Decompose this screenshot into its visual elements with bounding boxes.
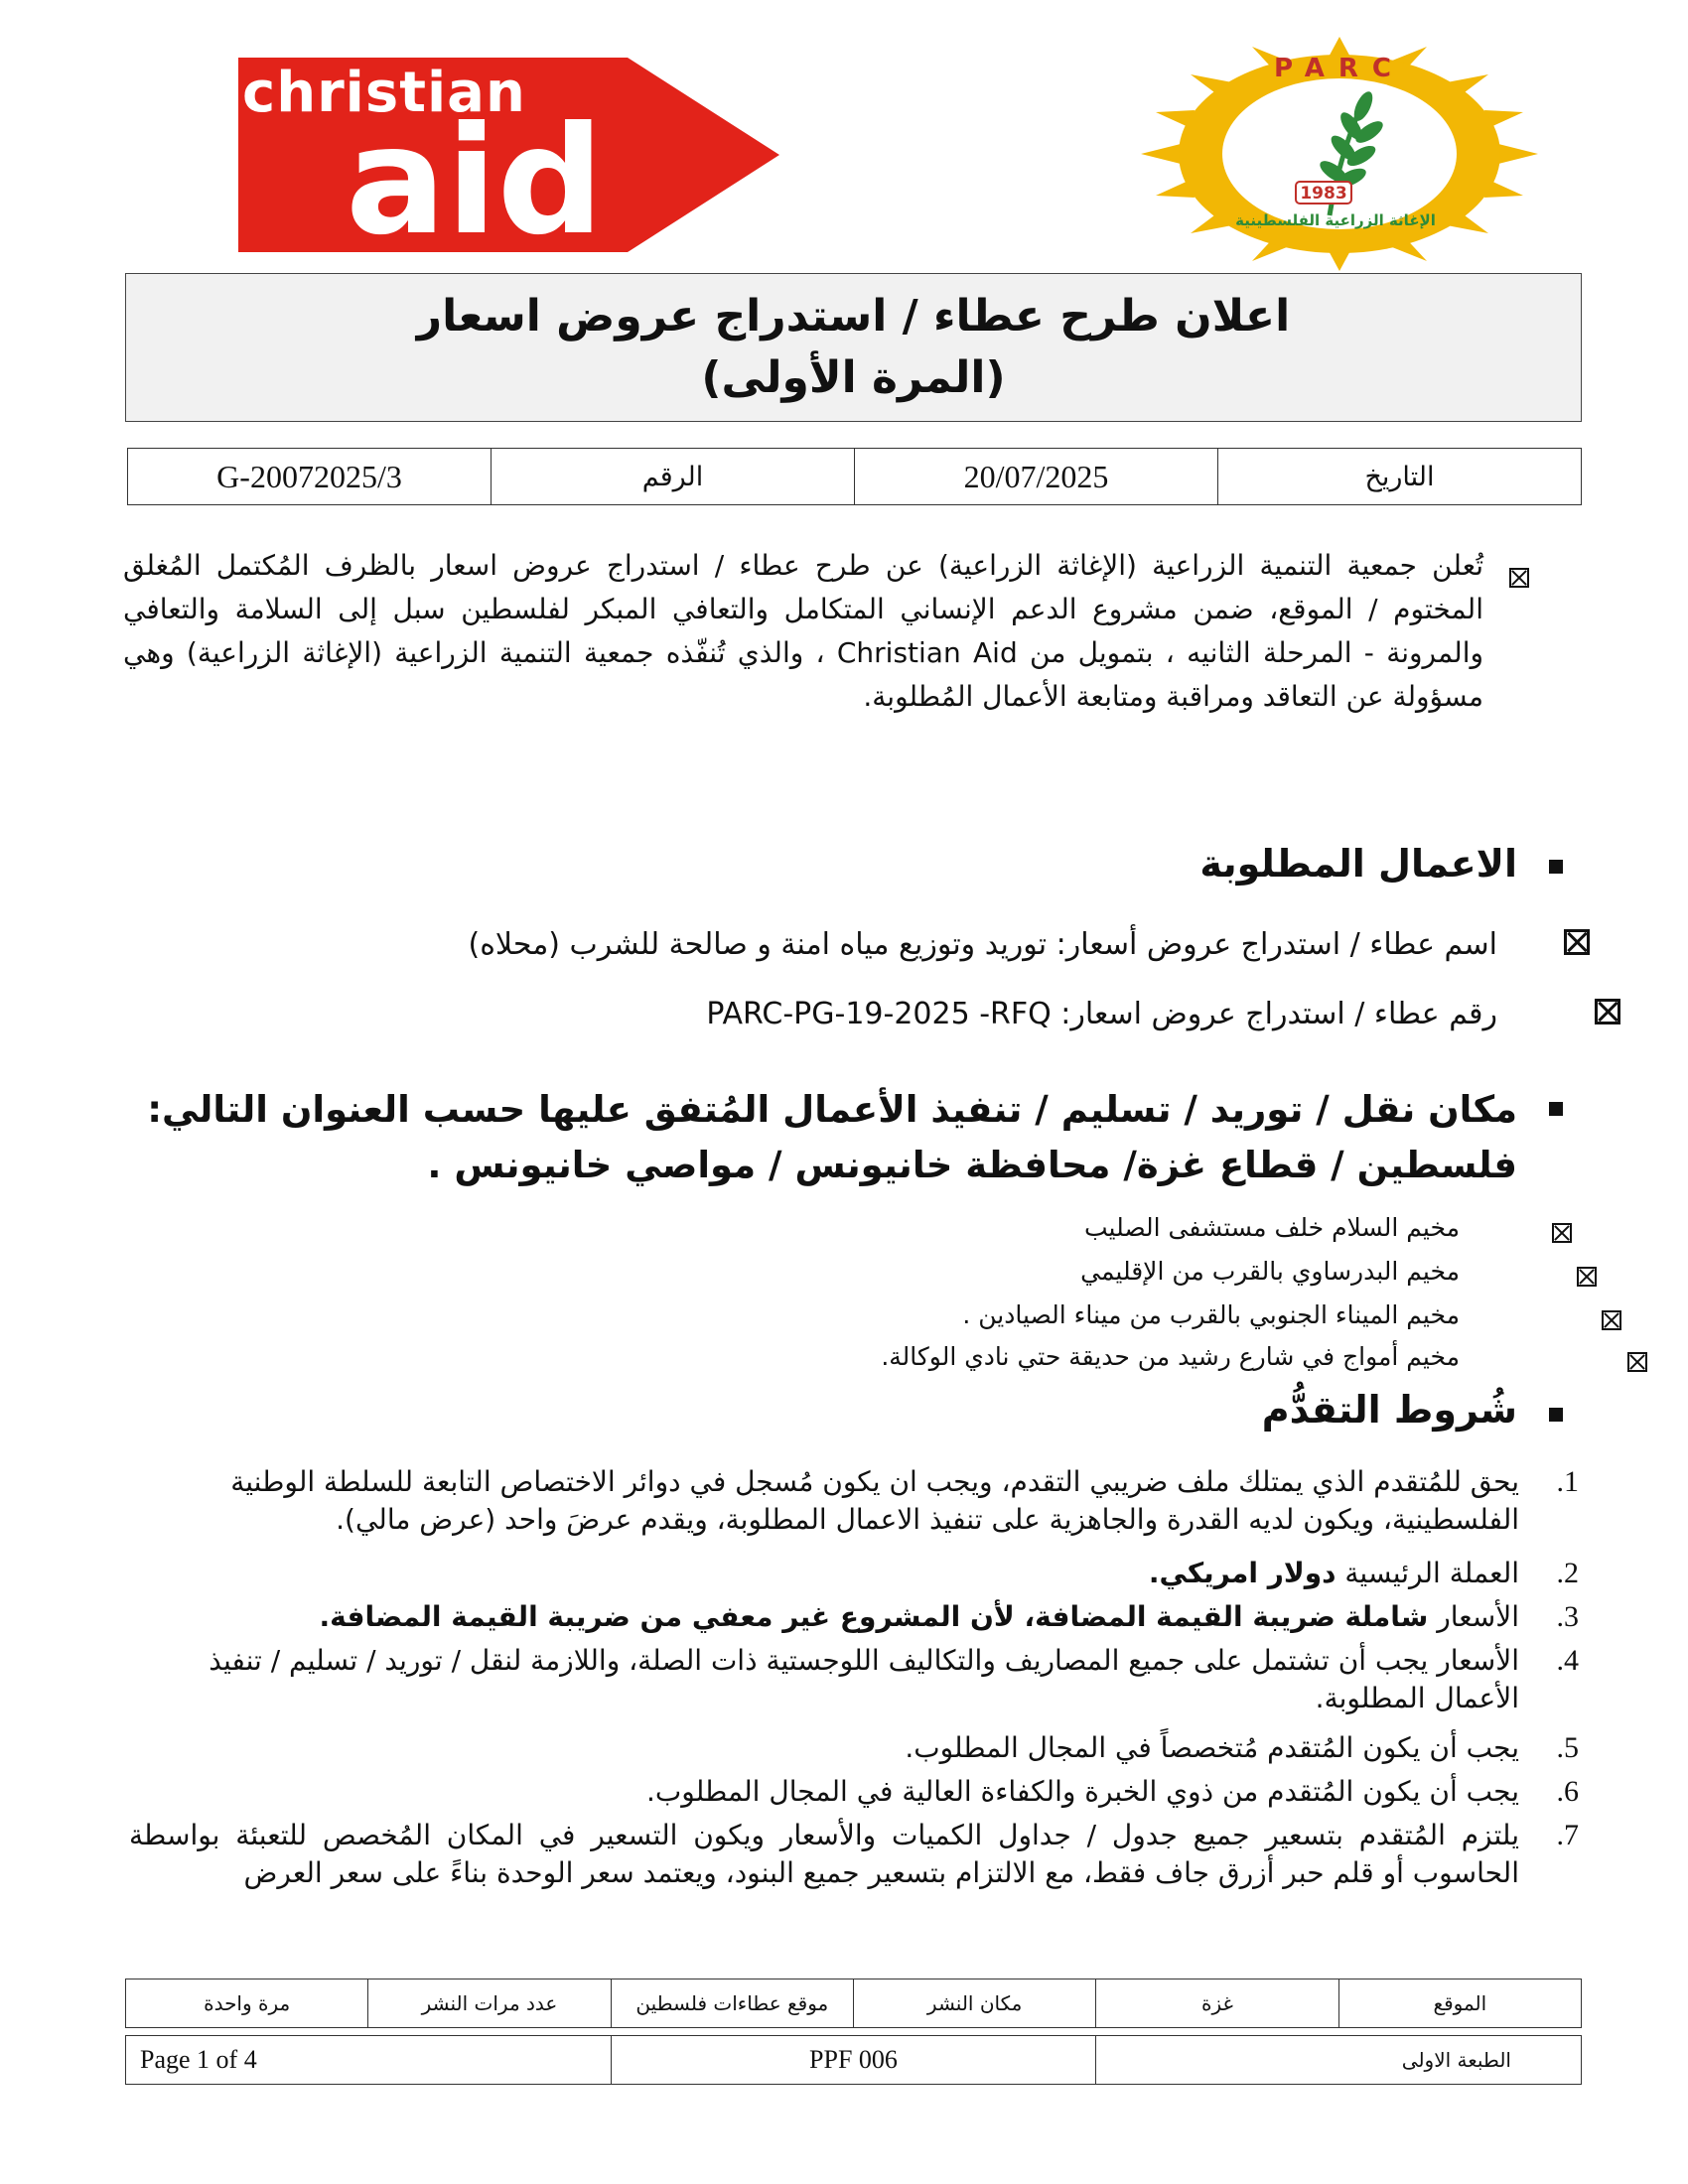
camp-item: مخيم السلام خلف مستشفى الصليب [1083, 1213, 1460, 1242]
term-text: يجب أن يكون المُتقدم مُتخصصاً في المجال المطلوب. [905, 1731, 1519, 1764]
number-value: G-20072025/3 [128, 449, 492, 505]
term-item [129, 1463, 1579, 1539]
terms-heading: شُروط التقدُّم [1261, 1388, 1517, 1432]
term-text: يحق للمُتقدم الذي يمتلك ملف ضريبي التقدم، ويجب ان يكون مُسجل في دوائر الاختصاص التابعة للسلطة الوطنية الفلسطينية، ويكون لديه القدرة والجاهزية على تنفيذ الاعمال المطلوبة، ويقدم عرضَ واحد (عرض مالي). [230, 1465, 1519, 1536]
place-heading-line1: مكان نقل / توريد / تسليم / تنفيذ الأعمال المُتفق عليها حسب العنوان التالي: [147, 1088, 1517, 1131]
christian-aid-logo [238, 58, 779, 252]
term-bold-text: شاملة ضريبة القيمة المضافة، لأن المشروع غير معفي من ضريبة القيمة المضافة. [319, 1600, 1429, 1633]
term-text: العملة الرئيسية [1336, 1557, 1519, 1589]
term-number: 6. [1556, 1775, 1579, 1808]
term-item [129, 1729, 1579, 1767]
term-number: 2. [1556, 1557, 1579, 1589]
footer-cell: مرة واحدة [126, 1979, 368, 2028]
place-heading [107, 1082, 1517, 1193]
term-number: 7. [1556, 1819, 1579, 1851]
term-number: 4. [1556, 1644, 1579, 1677]
camp-item: مخيم البدرساوي بالقرب من الإقليمي [1080, 1257, 1460, 1286]
svg-text:PARC: PARC [1274, 54, 1405, 83]
checkbox-icon [1552, 1223, 1572, 1243]
term-bold-text: دولار امريكي. [1148, 1557, 1336, 1589]
camp-item: مخيم أمواج في شارع رشيد من حديقة حتي نادي الوكالة. [881, 1342, 1460, 1371]
svg-text:الإغاثة الزراعية الفلسطينية: الإغاثة الزراعية الفلسطينية [1235, 211, 1436, 229]
term-item [129, 1555, 1579, 1592]
tender-number: رقم عطاء / استدراج عروض اسعار: PARC-PG-19-2025 -RFQ [706, 997, 1497, 1031]
footer-cell: موقع عطاءات فلسطين [611, 1979, 853, 2028]
square-bullet-icon [1549, 1102, 1563, 1116]
intro-paragraph: تُعلن جمعية التنمية الزراعية (الإغاثة الزراعية) عن طرح عطاء / استدراج عروض اسعار بالظرف المُكتمل المُغلق المختوم / الموقع، ضمن مشروع الدعم الإنساني المتكامل والتعافي المبكر لفلسطين سبل إلى السلامة والتعافي والمرونة - المرحلة الثانيه ، بتمويل من Christian Aid ، والذي تُنفّذه جمعية التنمية الزراعية (الإغاثة الزراعية) وهي مسؤولة عن التعاقد ومراقبة ومتابعة الأعمال المُطلوبة. [123, 549, 1483, 713]
square-bullet-icon [1549, 860, 1563, 874]
checkbox-icon [1577, 1267, 1597, 1287]
term-item [129, 1773, 1579, 1811]
info-table [127, 448, 1582, 505]
term-text: الأسعار [1428, 1600, 1519, 1633]
edition-label: الطبعة الاولى [1096, 2036, 1582, 2085]
parc-logo [1132, 36, 1547, 272]
term-item [129, 1642, 1579, 1717]
checkbox-icon [1595, 999, 1620, 1024]
term-item [129, 1598, 1579, 1636]
square-bullet-icon [1549, 1408, 1563, 1422]
term-text: يجب أن يكون المُتقدم من ذوي الخبرة والكفاءة العالية في المجال المطلوب. [645, 1775, 1519, 1808]
announcement-title-box [125, 273, 1582, 422]
checkbox-icon [1509, 568, 1529, 588]
svg-text:1983: 1983 [1300, 184, 1347, 204]
tender-name: اسم عطاء / استدراج عروض أسعار: توريد وتوزيع مياه امنة و صالحة للشرب (محلاه) [468, 927, 1497, 962]
checkbox-icon [1627, 1352, 1647, 1372]
checkbox-icon [1602, 1310, 1621, 1330]
footer-cell: الموقع [1338, 1979, 1581, 2028]
footer-cell: مكان النشر [853, 1979, 1095, 2028]
term-number: 1. [1556, 1465, 1579, 1498]
form-code: PPF 006 [611, 2036, 1096, 2085]
svg-text:aid: aid [346, 95, 605, 252]
checkbox-icon [1564, 929, 1590, 955]
footer-document-table [125, 2035, 1582, 2085]
term-text: الأسعار يجب أن تشتمل على جميع المصاريف والتكاليف اللوجستية ذات الصلة، واللازمة لنقل / توريد / تسليم / تنفيذ الأعمال المطلوبة. [209, 1644, 1519, 1714]
camp-item: مخيم الميناء الجنوبي بالقرب من ميناء الصيادين . [962, 1300, 1460, 1329]
place-heading-line2: فلسطين / قطاع غزة/ محافظة خانيونس / مواصي خانيونس . [427, 1144, 1517, 1186]
announcement-subtitle: (المرة الأولى) [701, 352, 1006, 403]
footer-cell: عدد مرات النشر [368, 1979, 611, 2028]
svg-text:christian: christian [242, 61, 526, 125]
date-value: 20/07/2025 [855, 449, 1218, 505]
footer-cell: غزة [1096, 1979, 1338, 2028]
announcement-title: اعلان طرح عطاء / استدراج عروض اسعار [416, 291, 1291, 341]
works-heading: الاعمال المطلوبة [1199, 842, 1517, 886]
footer-publication-table [125, 1979, 1582, 2028]
number-label: الرقم [492, 449, 855, 505]
term-text: يلتزم المُتقدم بتسعير جميع جدول / جداول الكميات والأسعار ويكون التسعير في المكان المُخصص للتعبئة بواسطة الحاسوب أو قلم حبر أزرق جاف فقط، مع الالتزام بتسعير جميع البنود، ويعتمد سعر الوحدة بناءً على سعر العرض [129, 1819, 1519, 1889]
term-item [129, 1817, 1579, 1892]
term-number: 5. [1556, 1731, 1579, 1764]
page-number: Page 1 of 4 [126, 2036, 612, 2085]
date-label: التاريخ [1218, 449, 1582, 505]
term-number: 3. [1556, 1600, 1579, 1633]
